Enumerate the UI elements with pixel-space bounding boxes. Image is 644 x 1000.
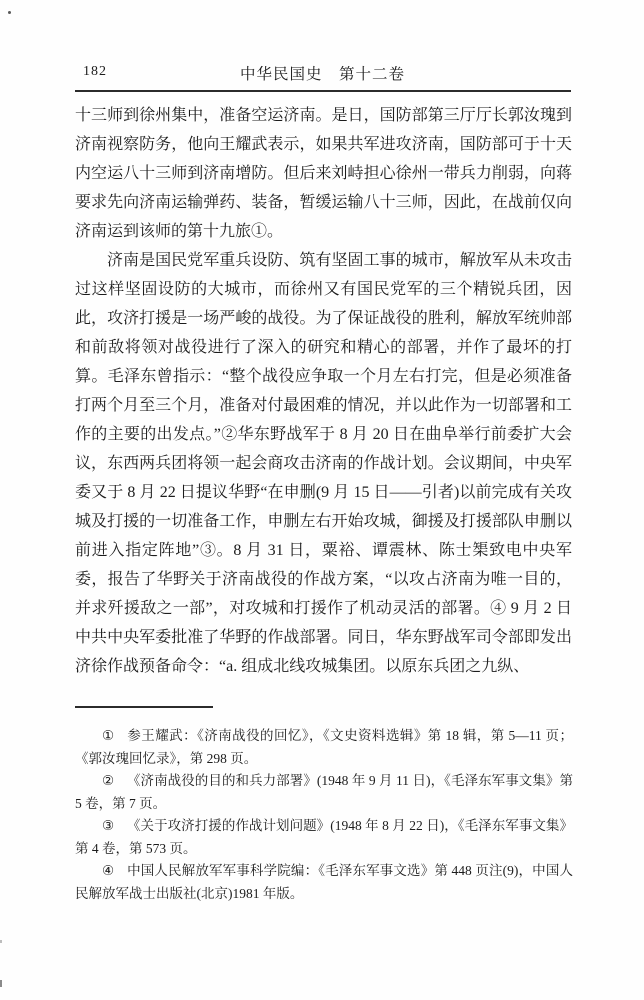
footnote-separator-rule <box>75 706 213 708</box>
scan-speck <box>8 11 11 14</box>
header-rule <box>75 90 571 92</box>
page-header <box>75 62 570 86</box>
scan-speck <box>0 980 2 987</box>
footnote-text: 中国人民解放军军事科学院编：《毛泽东军事文选》第 448 页注(9)，中国人民解放军战士出版社(北京)1981 年版。 <box>75 863 573 901</box>
paragraph-continuation: 十三师到徐州集中，准备空运济南。是日，国防部第三厅厅长郭汝瑰到济南视察防务，他向王耀武表示，如果共军进攻济南，国防部可于十天内空运八十三师到济南增防。但后来刘峙担心徐州一带兵力削弱，向蒋要求先向济南运输弹药、装备，暂缓运输八十三师，因此，在战前仅向济南运到该师的第十九旅①。 <box>75 107 572 240</box>
footnote-marker: ② <box>102 773 115 788</box>
footnote <box>75 815 573 860</box>
footnote-marker: ③ <box>102 818 115 833</box>
footnote-text: 《济南战役的目的和兵力部署》(1948 年 9 月 11 日)，《毛泽东军事文集》第 5 卷，第 7 页。 <box>75 773 573 811</box>
footnote-text: 《关于攻济打援的作战计划问题》(1948 年 8 月 22 日)，《毛泽东军事文集》第 4 卷，第 573 页。 <box>75 818 573 856</box>
scan-speck <box>0 940 2 943</box>
footnote <box>75 770 573 815</box>
body-text <box>75 101 572 681</box>
footnote <box>75 860 573 905</box>
paragraph: 济南是国民党军重兵设防、筑有坚固工事的城市，解放军从未攻击过这样坚固设防的大城市，而徐州又有国民党军的三个精锐兵团，因此，攻济打援是一场严峻的战役。为了保证战役的胜利，解放军统帅部和前敌将领对战役进行了深入的研究和精心的部署，并作了最坏的打算。毛泽东曾指示：“整个战役应争取一个月左右打完，但是必须准备打两个月至三个月，准备对付最困难的情况，并以此作为一切部署和工作的主要的出发点。”②华东野战军于 8 月 20 日在曲阜举行前委扩大会议，东西两兵团将领一起会商攻击济南的作战计划。会议期间，中央军委又于 8 月 22 日提议华野“在申删(9 月 15 日——引者)以前完成有关攻城及打援的一切准备工作，申删左右开始攻城，御援及打援部队申删以前进入指定阵地”③。8 月 31 日，粟裕、谭震林、陈士榘致电中央军委，报告了华野关于济南战役的作战方案，“以攻占济南为唯一目的，并求歼援敌之一部”，对攻城和打援作了机动灵活的部署。④ 9 月 2 日中共中央军委批准了华野的作战部署。同日，华东野战军司令部即发出济徐作战预备命令：“a. 组成北线攻城集团。以原东兵团之九纵、 <box>75 252 572 675</box>
footnote-marker: ④ <box>102 863 115 878</box>
footnotes-section <box>75 725 573 905</box>
page-number: 182 <box>83 64 107 79</box>
footnote-text: 参王耀武：《济南战役的回忆》，《文史资料选辑》第 18 辑，第 5—11 页；《郭汝瑰回忆录》，第 298 页。 <box>75 728 573 766</box>
footnote <box>75 725 573 770</box>
running-title: 中华民国史 第十二卷 <box>239 66 405 83</box>
footnote-marker: ① <box>102 728 115 743</box>
